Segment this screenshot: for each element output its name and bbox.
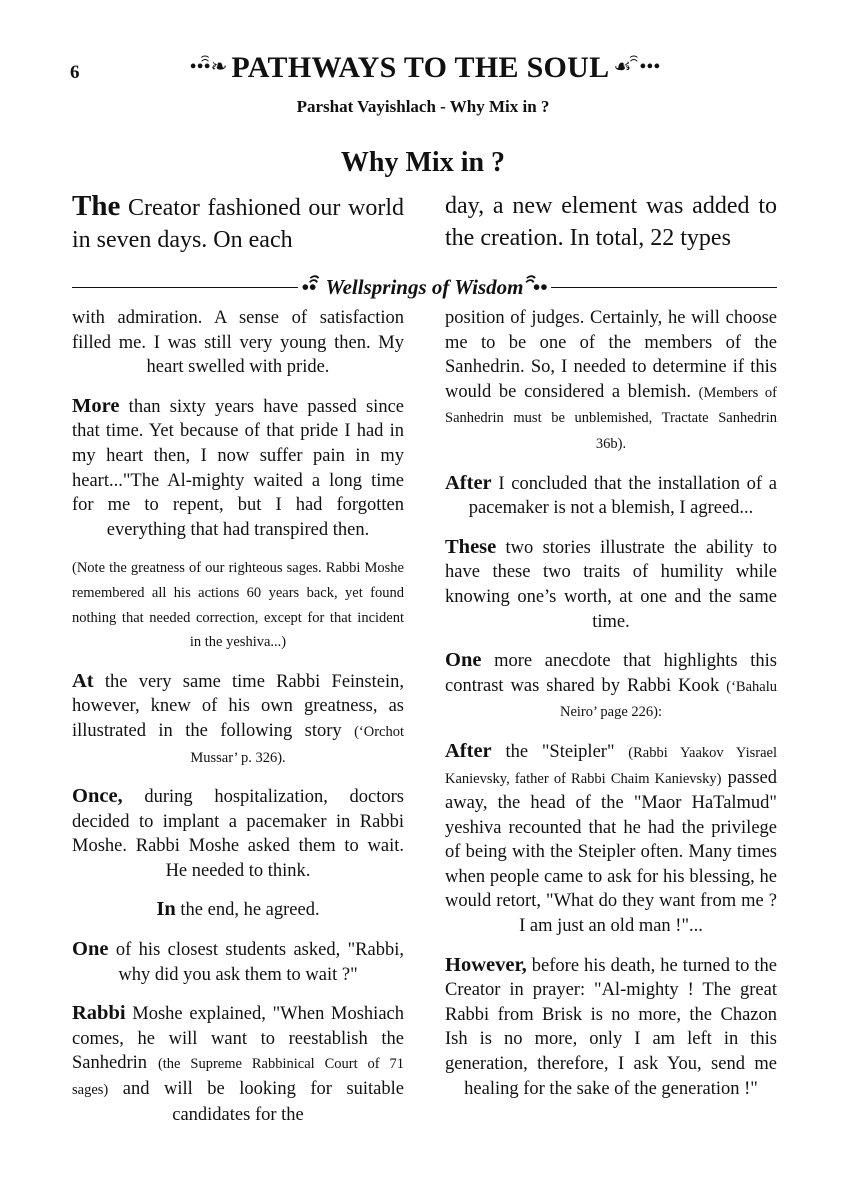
ornament-left-icon: •••ꩰ❧ — [189, 56, 228, 78]
intro-right: day, a new element was added to the creation. In total, 22 types — [445, 193, 777, 251]
left-column — [72, 306, 404, 1141]
paragraph — [72, 937, 404, 987]
paragraph-text: Moshe explained, "When Moshiach comes, he will want to reestablish the Sanhedrin — [72, 1004, 404, 1074]
divider-label: ••ꩰ Wellsprings of Wisdom ꩰ•• — [298, 275, 552, 299]
paragraph-text: before his death, he turned to the Creator in prayer: "Al-mighty ! The great Rabbi from Brisk is no more, the Chazon Ish is no more, only I am left in this generation, therefore, I ask You, send me healing for the sake of the generation !" — [445, 955, 777, 1099]
paragraph-text: passed away, the head of the "Maor HaTalmud" yeshiva recounted that he had the privilege of being with the Steipler often. Many times when people came to ask for his blessing, he would retort, "What do they want from me ? I am just an old man !"... — [445, 767, 777, 937]
lead-word: One — [445, 649, 482, 672]
intro-left-text: Creator fashioned our world in seven days. On each — [72, 195, 404, 253]
citation-text: (Rabbi Yaakov Yisrael Kanievsky, father of Rabbi Chaim Kanievsky) — [445, 744, 777, 787]
lead-word: Once, — [72, 785, 123, 808]
paragraph-text: the end, he agreed. — [175, 900, 320, 921]
paragraph-text: with admiration. A sense of satisfaction filled me. I was still very young then. My heart swelled with pride. — [72, 308, 404, 378]
paragraph — [72, 669, 404, 770]
lead-word: These — [445, 535, 497, 558]
paragraph-text: more anecdote that highlights this contrast was shared by Rabbi Kook — [445, 651, 777, 696]
paragraph — [72, 556, 404, 654]
lead-word: In — [156, 898, 176, 921]
paragraph — [445, 471, 777, 521]
citation-text: (Members of Sanhedrin must be unblemished, Tractate Sanhedrin 36b). — [445, 384, 778, 452]
lead-word: One — [72, 938, 109, 961]
citation-text: (‘Bahalu Neiro’ page 226): — [560, 678, 777, 721]
paragraph — [72, 1001, 404, 1127]
lead-word: At — [72, 669, 94, 692]
right-column — [445, 306, 777, 1115]
paragraph — [72, 306, 404, 380]
lead-word: More — [72, 394, 120, 417]
paragraph — [445, 306, 777, 457]
paragraph-text: of his closest students asked, "Rabbi, why did you ask them to wait ?" — [108, 940, 404, 985]
masthead-title: PATHWAYS TO THE SOUL — [231, 51, 610, 84]
paragraph — [445, 648, 777, 725]
footnote-text: (Note the greatness of our righteous sages. Rabbi Moshe remembered all his actions 60 years back, yet found nothing that needed correction, except for that incident in the yeshiva...) — [72, 560, 404, 651]
paragraph — [445, 535, 777, 634]
lead-word: Rabbi — [72, 1002, 126, 1025]
lead-word: After — [445, 471, 492, 494]
paragraph — [445, 953, 777, 1102]
paragraph-text: than sixty years have passed since that time. Yet because of that pride I had in my heart then, I now suffer pain in my heart..."The Al-mighty waited a long time for me to repent, but I had forgotten everything that had transpired then. — [72, 396, 404, 540]
intro-lead-word: The — [72, 190, 121, 222]
paragraph-text: during hospitalization, doctors decided to implant a pacemaker in Rabbi Moshe. Rabbi Moshe asked them to wait. He needed to think. — [72, 787, 404, 881]
masthead — [130, 50, 720, 86]
lead-word: However, — [445, 953, 527, 976]
paragraph-text: I concluded that the installation of a pacemaker is not a blemish, I agreed... — [468, 473, 777, 519]
ornament-right-icon: ☙ꩰ••• — [613, 56, 661, 78]
page-subtitle: Parshat Vayishlach - Why Mix in ? — [296, 97, 550, 116]
paragraph-text: the very same time Rabbi Feinstein, however, knew of his own greatness, as illustrated in the following story — [72, 671, 404, 741]
paragraph-text: two stories illustrate the ability to have these two traits of humility while knowing one’s worth, at one and the same time. — [445, 537, 777, 632]
article-title: Why Mix in ? — [340, 147, 506, 178]
paragraph-text: the "Steipler" — [491, 741, 629, 762]
page-number: 6 — [70, 62, 80, 83]
lead-word: After — [445, 739, 492, 762]
section-divider — [72, 274, 777, 300]
paragraph — [72, 784, 404, 883]
divider-label-wrap — [72, 274, 777, 305]
intro-left — [72, 190, 404, 256]
citation-text: (the Supreme Rabbinical Court of 71 sages) — [72, 1056, 405, 1099]
paragraph — [72, 897, 404, 923]
paragraph — [445, 739, 777, 939]
citation-text: (‘Orchot Mussar’ p. 326). — [190, 723, 404, 766]
paragraph — [72, 394, 404, 543]
paragraph-text: and will be looking for suitable candidates for the — [108, 1079, 404, 1125]
paragraph-text: position of judges. Certainly, he will choose me to be one of the members of the Sanhedrin. So, I needed to determine if this would be considered a blemish. — [445, 308, 777, 402]
divider-label-text: Wellsprings of Wisdom — [322, 275, 528, 299]
